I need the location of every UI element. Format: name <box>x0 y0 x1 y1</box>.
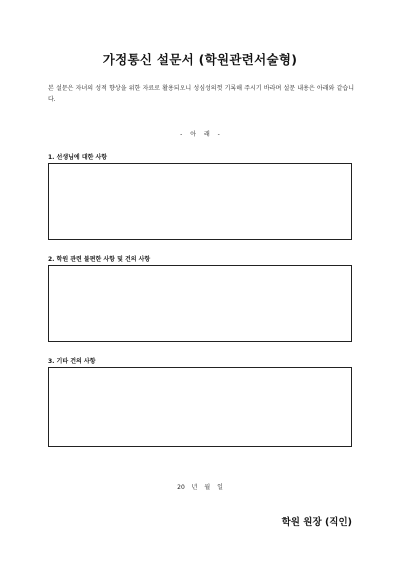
question-2-label: 2. 학원 관련 불편한 사항 및 건의 사항 <box>48 256 151 263</box>
notice-heading: - 아 래 - <box>180 131 220 138</box>
date-line: 20 년 월 일 <box>177 484 223 491</box>
question-1-label: 1. 선생님에 대한 사항 <box>48 154 108 161</box>
document-title: 가정통신 설문서 (학원관련서술형) <box>102 52 298 67</box>
question-2-answer-box[interactable] <box>48 265 352 342</box>
question-1-answer-box[interactable] <box>48 163 352 240</box>
director-signature: 학원 원장 (직인) <box>281 517 352 528</box>
question-3-label: 3. 기타 건의 사항 <box>48 358 96 365</box>
question-3-answer-box[interactable] <box>48 367 352 447</box>
intro-paragraph: 본 설문은 자녀의 성적 향상을 위한 자료로 활용되오니 성심성의껏 기록해 주시기 바라며 설문 내용은 아래와 같습니다. <box>48 85 354 103</box>
